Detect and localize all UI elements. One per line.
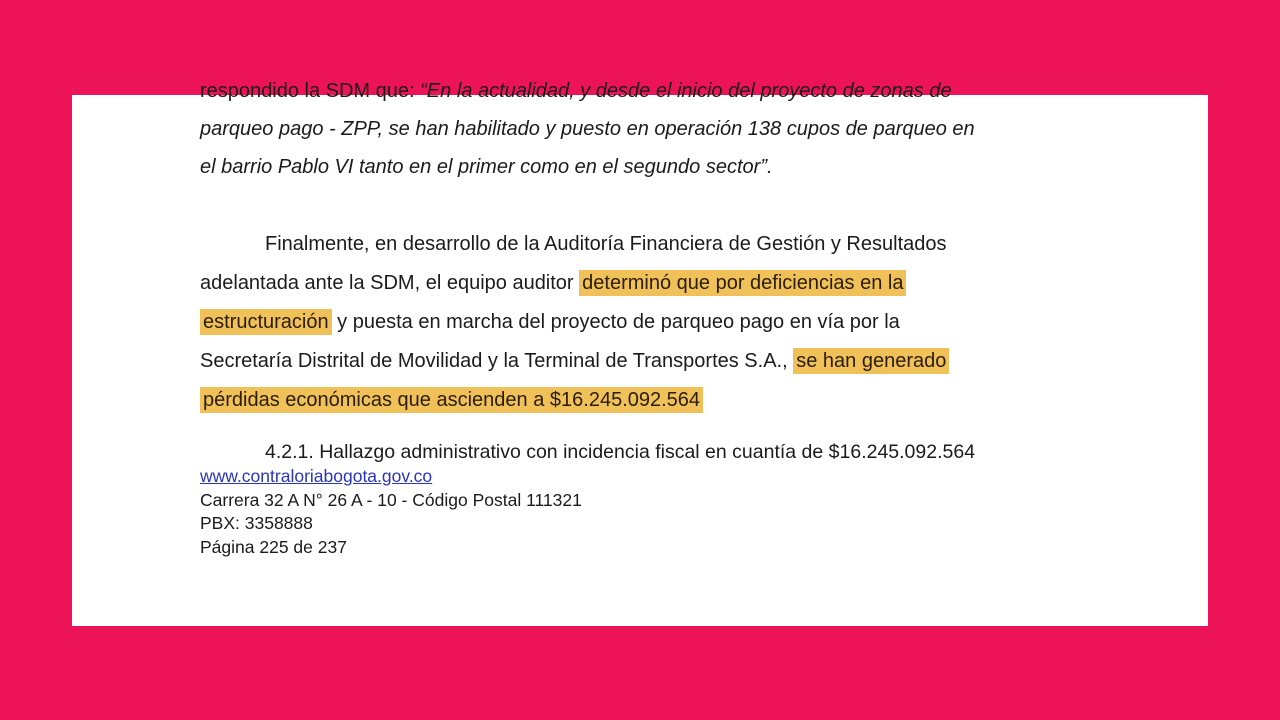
body-text: y puesta en marcha del proyecto de parqueo pago en vía por la	[331, 311, 900, 333]
body-line	[200, 342, 1084, 381]
footer-line	[200, 465, 582, 489]
highlighted-text: se han generado	[793, 348, 949, 374]
footer-address: Carrera 32 A N° 26 A - 10 - Código Postal 111321	[200, 489, 582, 510]
body-paragraph	[200, 225, 1084, 420]
quote-line: el barrio Pablo VI tanto en el primer como en el segundo sector”.	[200, 156, 773, 178]
highlighted-text: pérdidas económicas que ascienden a $16.245.092.564	[200, 387, 703, 413]
quote-intro-text: respondido la SDM que:	[200, 80, 421, 102]
finding-heading	[200, 439, 975, 465]
body-line	[200, 381, 1084, 420]
quote-paragraph	[200, 72, 1084, 186]
body-line	[200, 264, 1084, 303]
quote-line-clipped	[200, 72, 1084, 110]
footer-pbx: PBX: 3358888	[200, 513, 313, 533]
highlighted-text: determinó que por deficiencias en la	[579, 270, 906, 296]
document-page	[72, 80, 1208, 626]
page-footer	[200, 465, 582, 559]
footer-page-indicator: Página 225 de 237	[200, 536, 347, 557]
quote-text: “En la actualidad, y desde el inicio del proyecto de zonas de	[420, 80, 952, 102]
quote-line: parqueo pago - ZPP, se han habilitado y puesto en operación 138 cupos de parqueo en	[200, 118, 975, 140]
body-text: Finalmente, en desarrollo de la Auditoría Financiera de Gestión y Resultados	[265, 233, 947, 255]
finding-heading-text: 4.2.1. Hallazgo administrativo con incidencia fiscal en cuantía de $16.245.092.564	[265, 441, 976, 463]
website-link[interactable]: www.contraloriabogota.gov.co	[200, 466, 433, 486]
body-line	[200, 303, 1084, 342]
body-text: Secretaría Distrital de Movilidad y la Terminal de Transportes S.A.,	[200, 350, 794, 372]
body-text: adelantada ante la SDM, el equipo auditor	[200, 272, 580, 294]
body-line	[200, 225, 1084, 264]
highlighted-text: estructuración	[200, 309, 332, 335]
